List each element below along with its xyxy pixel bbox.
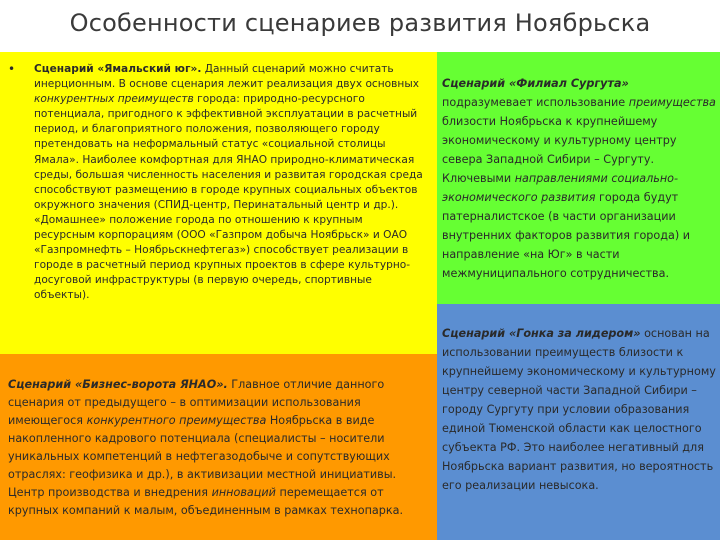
yamal-scenario-heading: Сценарий «Ямальский юг». bbox=[34, 63, 202, 75]
surgut-branch-scenario-heading: Сценарий «Филиал Сургута» bbox=[442, 77, 629, 90]
surgut-branch-scenario-text bbox=[442, 74, 716, 283]
business-text-part-3: перемещается от крупных компаний к малым, объединенным в рамках технопарка. bbox=[8, 486, 404, 517]
yamal-text-emphasis: конкурентных преимуществ bbox=[34, 93, 194, 106]
yamal-text-part-2: города: природно-ресурсного потенциала, пригодного к эффективной эксплуатации в расчетный период, и благоприятного положения, позволяющего городу претендовать на неформальный статус «социальной столицы Ямала». Наиболее комфортная для ЯНАО природно-климатическая среды, большая численность населения и развитая городская среда способствуют размещению в городе крупных социальных объектов окружного значения (СПИД-центр, Перинатальный центр и др.). «Домашнее» положение города по отношению к крупным ресурсным корпорациям (ООО «Газпром добыча Ноябрьск» и ОАО «Газпромнефть – Ноябрьскнефтегаз») способствует реализации в городе в расчетный период крупных проектов в сфере культурно-досуговой инфраструктуры (в первую очередь, спортивные объекты). bbox=[34, 93, 423, 302]
bullet-icon: • bbox=[8, 62, 16, 76]
yamal-text-part-1: Данный сценарий можно считать инерционным. В основе сценария лежит реализация двух основных bbox=[34, 63, 419, 91]
business-text-part-1: Главное отличие данного сценария от предыдущего – в оптимизации использования имеющегося bbox=[8, 378, 385, 427]
surgut-text-part-1: подразумевает использование bbox=[442, 96, 629, 109]
business-text-emphasis-2: инноваций bbox=[211, 486, 276, 499]
surgut-text-part-2: близости Ноябрьска к крупнейшему экономическому и культурному центру севера Западной Сибири – Сургуту. Ключевыми bbox=[442, 115, 677, 185]
leader-race-scenario-text bbox=[442, 324, 716, 495]
leader-race-scenario-heading: Сценарий «Гонка за лидером» bbox=[442, 327, 641, 340]
business-gate-scenario-heading: Сценарий «Бизнес-ворота ЯНАО». bbox=[8, 378, 228, 391]
yamal-scenario-text bbox=[34, 62, 426, 304]
business-text-part-2: Ноябрьска в виде накопленного кадрового потенциала (специалисты – носители уникальных компетенций в нефтегазодобыче и сопутствующих отраслях: геофизика и др.), в активизации местной инициативы. Центр производства и внедрения bbox=[8, 414, 397, 499]
surgut-text-emphasis-2: направлениями социально-экономического развития bbox=[442, 172, 679, 204]
slide-title: Особенности сценариев развития Ноябрьска bbox=[69, 9, 651, 37]
surgut-text-emphasis-1: преимущества bbox=[628, 96, 716, 109]
leader-text-part-1: основан на использовании преимуществ близости к крупнейшему экономическому и культурному центру северной части Западной Сибири – городу Сургуту при условии образования единой Тюменской области как целостного субъекта РФ. Это наиболее негативный для Ноябрьска вариант развития, но вероятность его реализации невысока. bbox=[442, 327, 716, 492]
business-text-emphasis-1: конкурентного преимущества bbox=[86, 414, 267, 427]
surgut-text-part-3: города будут патерналистское (в части организации внутренних факторов развития города) и направление «на Юг» в части межмуниципального сотрудничества. bbox=[442, 191, 691, 280]
business-gate-scenario-text bbox=[8, 376, 433, 520]
